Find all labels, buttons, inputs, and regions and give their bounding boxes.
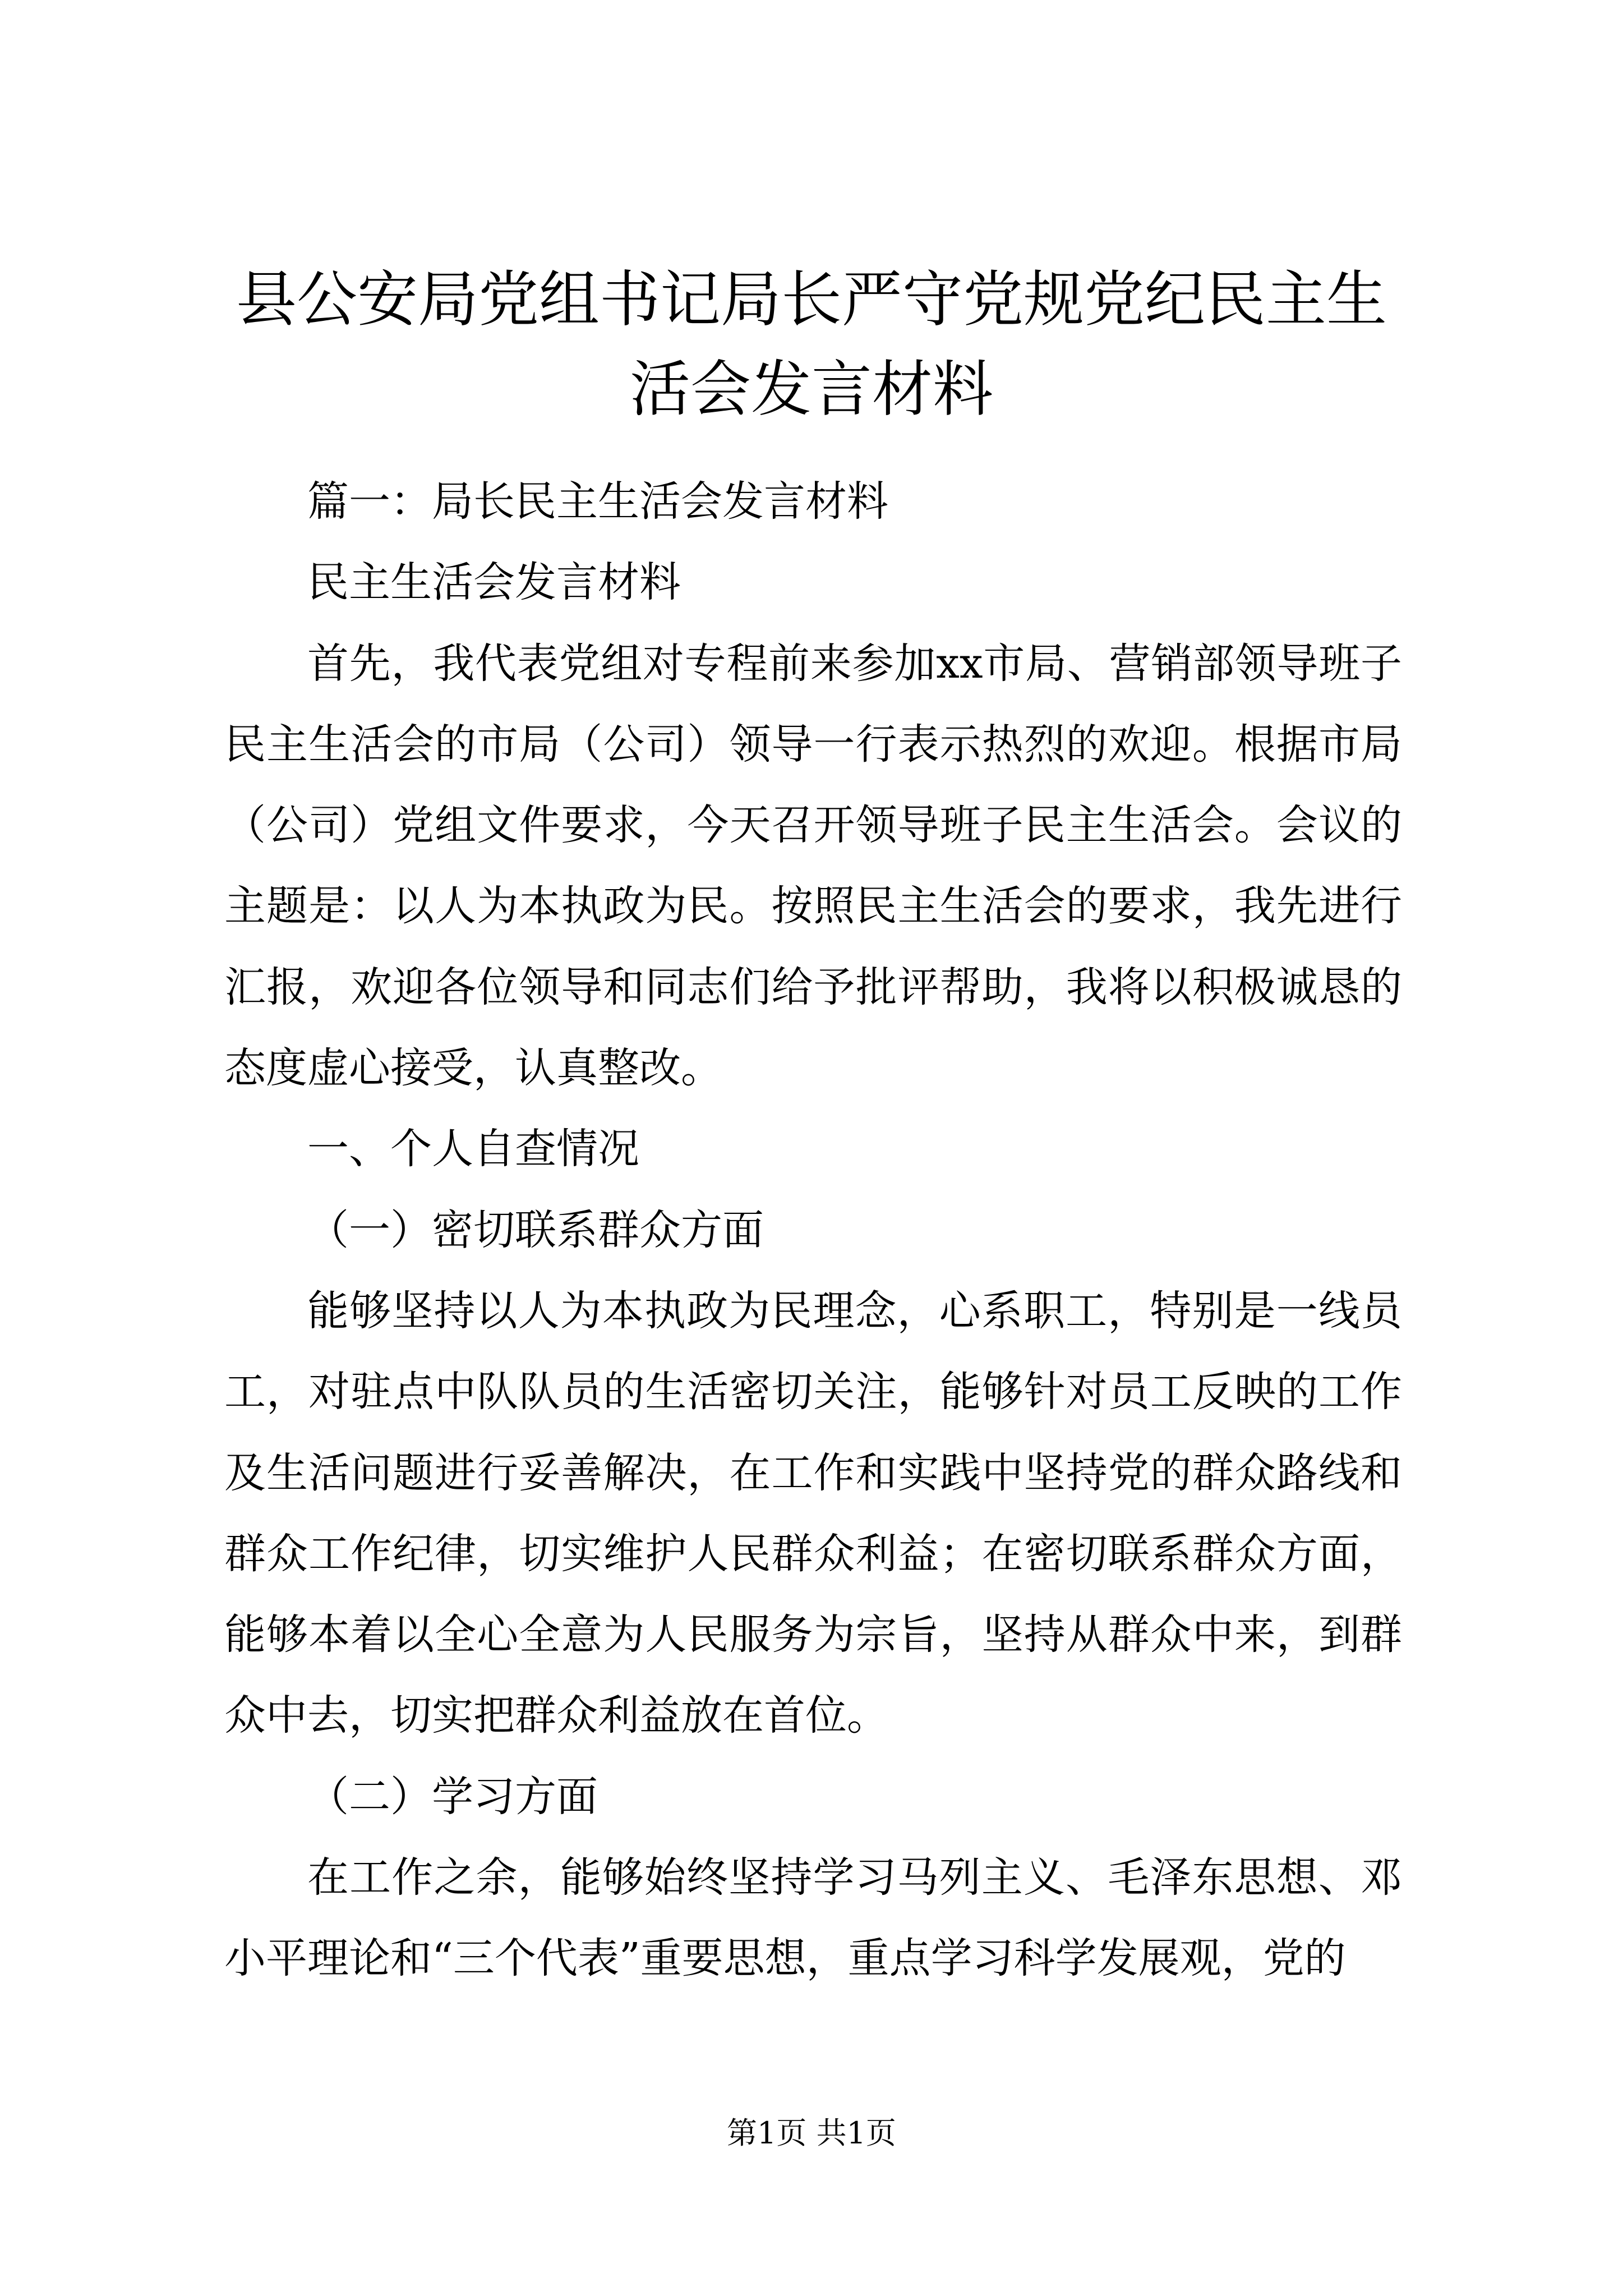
page-footer: 第1页 共1页 <box>727 2115 896 2151</box>
section-title: 篇一：局长民主生活会发言材料 <box>307 477 888 526</box>
heading-level-2: （一）密切联系群众方面 <box>307 1205 764 1254</box>
paragraph: 在工作之余，能够始终坚持学习马列主义、毛泽东思想、邓小平理论和“三个代表”重要思想，重点学习科学发展观，党的 <box>224 1853 1402 1983</box>
document-title: 县公安局党组书记局长严守党规党纪民主生活会发言材料 <box>236 265 1387 425</box>
heading-level-1: 一、个人自查情况 <box>307 1125 639 1174</box>
subtitle: 民主生活会发言材料 <box>307 558 681 607</box>
heading-level-2: （二）学习方面 <box>307 1772 598 1821</box>
document-body <box>224 461 1402 1999</box>
paragraph: 首先，我代表党组对专程前来参加xx市局、营销部领导班子民主生活会的市局（公司）领导一行表示热烈的欢迎。根据市局（公司）党组文件要求，今天召开领导班子民主生活会。会议的主题是：以人为本执政为民。按照民主生活会的要求，我先进行汇报，欢迎各位领导和同志们给予批评帮助，我将以积极诚恳的态度虚心接受，认真整改。 <box>224 639 1402 1093</box>
paragraph: 能够坚持以人为本执政为民理念，心系职工，特别是一线员工，对驻点中队队员的生活密切关注，能够针对员工反映的工作及生活问题进行妥善解决，在工作和实践中坚持党的群众路线和群众工作纪律，切实维护人民群众利益；在密切联系群众方面，能够本着以全心全意为人民服务为宗旨，坚持从群众中来，到群众中去，切实把群众利益放在首位。 <box>224 1286 1402 1740</box>
